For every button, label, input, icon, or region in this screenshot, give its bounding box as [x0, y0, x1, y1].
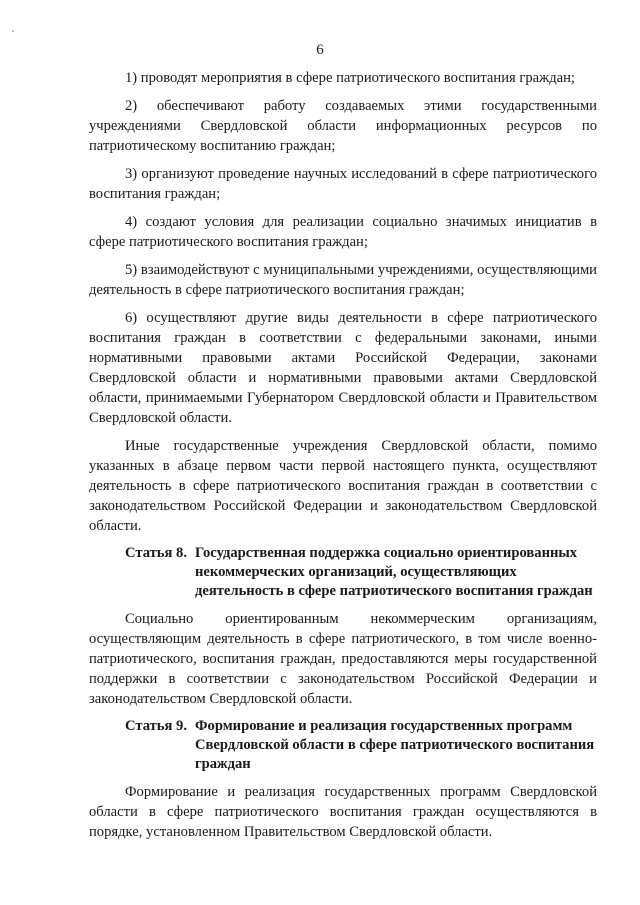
paragraph-other-institutions: Иные государственные учреждения Свердловской области, помимо указанных в абзаце первом части первой настоящего пункта, осуществляют деятельность в сфере патриотического воспитания граждан в соответствии с законодательством Российской Федерации и законодательством Свердловской области.: [89, 438, 597, 534]
article-9-text: Формирование и реализация государственных программ Свердловской области в сфере патриотического воспитания граждан осуществляются в порядке, установленном Правительством Свердловской области.: [89, 784, 597, 840]
document-body: [89, 68, 597, 850]
paragraph-item-6: 6) осуществляют другие виды деятельности в сфере патриотического воспитания граждан в соответствии с федеральными законами, иными нормативными правовыми актами Российской Федерации, законами Свердловской области и нормативными правовыми актами Свердловской области, принимаемыми Губернатором Свердловской области и Правительством Свердловской области.: [89, 310, 597, 426]
paragraph-item-1: 1) проводят мероприятия в сфере патриотического воспитания граждан;: [125, 70, 575, 86]
article-8-title: Государственная поддержка социально ориентированных некоммерческих организаций, осуществляющих деятельность в сфере патриотического воспитания граждан: [195, 545, 593, 599]
article-9-title: Формирование и реализация государственных программ Свердловской области в сфере патриотического воспитания граждан: [195, 718, 595, 772]
article-8-number: Статья 8.: [125, 545, 187, 561]
article-8-text: Социально ориентированным некоммерческим организациям, осуществляющим деятельность в сфере патриотического, в том числе военно-патриотического, воспитания граждан, предоставляются меры государственной поддержки в соответствии с законодательством Российской Федерации и законодательством Свердловской области.: [89, 611, 597, 707]
paragraph-item-5: 5) взаимодействуют с муниципальными учреждениями, осуществляющими деятельность в сфере патриотического воспитания граждан;: [89, 262, 597, 298]
article-9-heading: [89, 717, 597, 774]
article-8-heading: [89, 544, 597, 601]
scan-speck: [12, 30, 14, 32]
paragraph-item-2: 2) обеспечивают работу создаваемых этими государственными учреждениями Свердловской области информационных ресурсов по патриотическому воспитанию граждан;: [89, 98, 597, 154]
article-9-number: Статья 9.: [125, 718, 187, 734]
page-number: 6: [316, 42, 324, 58]
paragraph-item-4: 4) создают условия для реализации социально значимых инициатив в сфере патриотического воспитания граждан;: [89, 214, 597, 250]
paragraph-item-3: 3) организуют проведение научных исследований в сфере патриотического воспитания граждан;: [89, 166, 597, 202]
